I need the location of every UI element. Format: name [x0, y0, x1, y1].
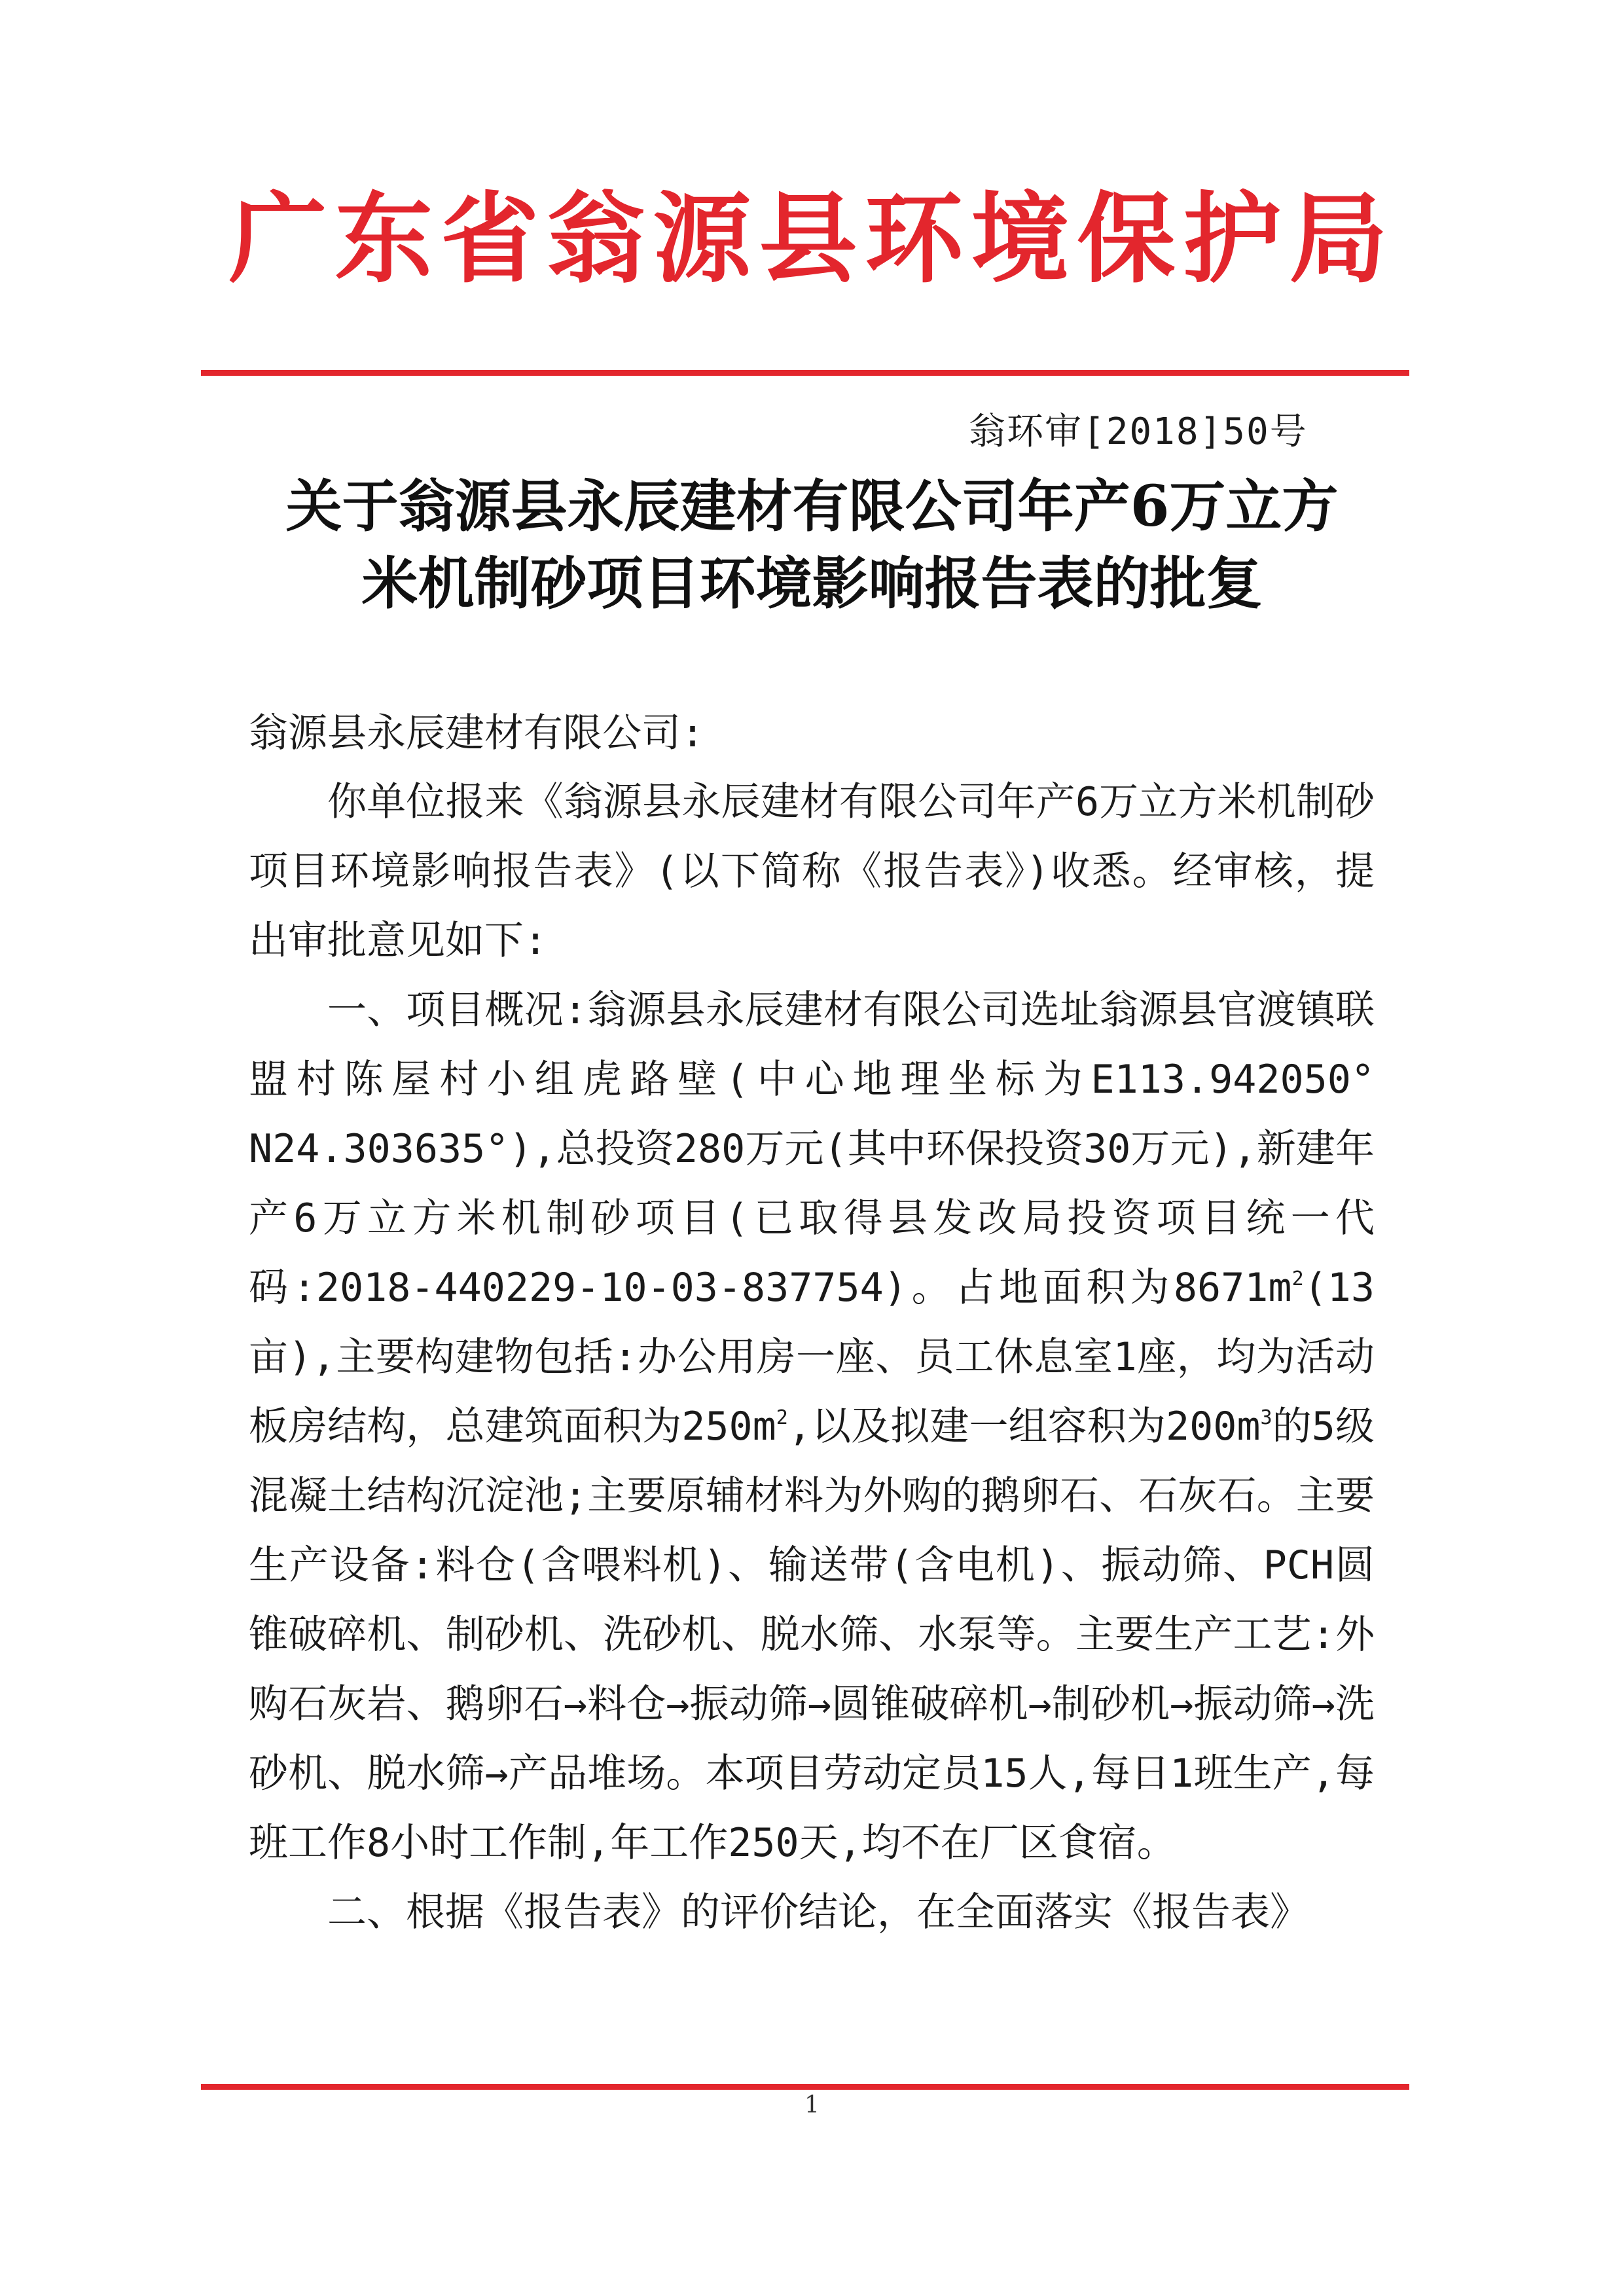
title-line-2: 米机制砂项目环境影响报告表的批复	[361, 551, 1263, 617]
document-number: 翁环审[2018]50号	[969, 410, 1308, 453]
section-1-text-c: ,以及拟建一组容积为200m	[787, 1404, 1261, 1449]
volume-exponent: 3	[1260, 1406, 1272, 1429]
section-2-paragraph: 二、根据《报告表》的评价结论，在全面落实《报告表》	[327, 1889, 1309, 1935]
page-number: 1	[804, 2092, 820, 2119]
section-1-text-d: 的5级混凝土结构沉淀池;主要原辅材料为外购的鹅卵石、石灰石。主要生产设备:料仓(含喂料机)、输送带(含电机)、振动筛、PCH圆锥破碎机、制砂机、洗砂机、脱水筛、水泵等。主要生产工艺:外购石灰岩、鹅卵石→料仓→振动筛→圆锥破碎机→制砂机→振动筛→洗砂机、脱水筛→产品堆场。本项目劳动定员15人,每日1班生产,每班工作8小时工作制,年工作250天,均不在厂区食宿。	[249, 1404, 1375, 1866]
agency-masthead: 广东省翁源县环境保护局	[228, 181, 1396, 297]
area-exponent: 2	[1291, 1267, 1304, 1290]
section-1-text-b: (13亩),主要构建物包括:办公用房一座、员工休息室1座，均为活动板房结构，总建筑面积为250m	[249, 1265, 1375, 1449]
building-area-exponent: 2	[776, 1406, 788, 1429]
section-1-text-a: 一、项目概况:翁源县永辰建材有限公司选址翁源县官渡镇联盟村陈屋村小组虎路壁(中心地理坐标为E113.942050° N24.303635°),总投资280万元(其中环保投资30万元),新建年产6万立方米机制砂项目(已取得县发改局投资项目统一代码:2018-440229-10-03-837754)。占地面积为8671m	[249, 987, 1375, 1311]
intro-paragraph: 你单位报来《翁源县永辰建材有限公司年产6万立方米机制砂项目环境影响报告表》(以下简称《报告表》)收悉。经审核，提出审批意见如下:	[249, 779, 1375, 964]
document-title	[0, 468, 1624, 623]
red-divider-top	[201, 370, 1409, 376]
section-1-paragraph	[249, 975, 1375, 1878]
title-line-1: 关于翁源县永辰建材有限公司年产6万立方	[285, 473, 1339, 539]
addressee: 翁源县永辰建材有限公司:	[249, 710, 705, 756]
document-body	[249, 767, 1375, 1947]
red-divider-bottom	[201, 2084, 1409, 2090]
